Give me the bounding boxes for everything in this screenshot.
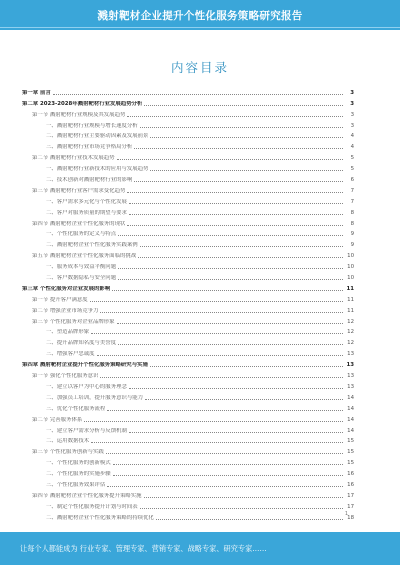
toc-leader-dots (113, 475, 343, 476)
toc-entry-title: 一、个性化服务的创新模式 (46, 460, 111, 467)
toc-entry-page: 14 (347, 416, 354, 423)
toc-entry-page: 11 (347, 307, 354, 314)
toc-leader-dots (127, 225, 343, 226)
toc-leader-dots (112, 290, 343, 291)
toc-leader-dots (150, 137, 343, 138)
toc-entry-page: 14 (347, 394, 354, 401)
toc-entry-page: 3 (350, 89, 354, 96)
toc-entry-page: 5 (350, 166, 354, 173)
header-divider (0, 27, 400, 28)
toc-entry-page: 12 (347, 329, 354, 336)
toc-entry[interactable] (22, 358, 354, 369)
toc-entry-title: 二、提升品牌知名度与美誉度 (46, 340, 117, 347)
toc-entry[interactable] (22, 336, 354, 347)
toc-entry[interactable] (22, 315, 354, 326)
toc-leader-dots (107, 410, 343, 411)
toc-leader-dots (138, 257, 343, 258)
toc-entry-page: 18 (347, 514, 354, 521)
toc-entry-page: 15 (347, 449, 354, 456)
toc-entry[interactable] (22, 140, 354, 151)
toc-list (22, 86, 354, 522)
toc-leader-dots (144, 497, 343, 498)
toc-entry-page: 8 (350, 220, 354, 227)
toc-leader-dots (91, 333, 343, 334)
toc-entry[interactable] (22, 282, 354, 293)
toc-entry-title: 第一节 溅射靶材行业规模及其发展趋势 (32, 111, 126, 118)
toc-entry-page: 16 (347, 471, 354, 478)
toc-entry[interactable] (22, 151, 354, 162)
toc-entry[interactable] (22, 391, 354, 402)
toc-entry[interactable] (22, 195, 354, 206)
toc-entry-title: 一、塑造品牌形象 (46, 329, 90, 336)
toc-entry[interactable] (22, 260, 354, 271)
toc-entry-title: 第二节 完善服务体系 (32, 416, 83, 423)
toc-leader-dots (118, 235, 343, 236)
toc-entry[interactable] (22, 162, 354, 173)
toc-entry[interactable] (22, 369, 354, 380)
toc-entry-page: 15 (347, 438, 354, 445)
toc-entry-title: 三、溅射靶材行业市场竞争格局分析 (46, 144, 133, 151)
toc-leader-dots (129, 388, 343, 389)
toc-entry-title: 第二节 溅射靶材行业技术发展趋势 (32, 155, 115, 162)
toc-entry-page: 3 (350, 100, 354, 107)
toc-entry-page: 17 (347, 503, 354, 510)
toc-leader-dots (127, 192, 343, 193)
toc-entry-title: 第三节 个性化服务创新与实践 (32, 449, 104, 456)
toc-entry-title: 一、服务成本与效益平衡问题 (46, 264, 117, 271)
toc-entry-title: 二、运用数据技术 (46, 438, 90, 445)
toc-entry-title: 第五节 溅射靶材企业个性化服务面临的挑战 (32, 253, 137, 260)
toc-entry[interactable] (22, 217, 354, 228)
toc-entry-title: 二、客户数据隐私与安全问题 (46, 275, 117, 282)
toc-entry[interactable] (22, 119, 354, 130)
toc-entry-title: 一、建立客户需求分析与反馈机制 (46, 427, 127, 434)
toc-leader-dots (100, 312, 343, 313)
toc-entry-page: 12 (347, 340, 354, 347)
toc-entry-title: 二、客户对服务质量的期望与要求 (46, 209, 127, 216)
toc-entry[interactable] (22, 380, 354, 391)
toc-entry-title: 二、溅射靶材企业个性化服务策略的持续优化 (46, 514, 154, 521)
toc-leader-dots (118, 268, 343, 269)
toc-leader-dots (84, 421, 343, 422)
toc-entry-title: 第四节 溅射靶材企业个性化服务提升策略实施 (32, 492, 142, 499)
toc-entry-page: 11 (346, 285, 354, 292)
toc-leader-dots (140, 246, 343, 247)
toc-entry-title: 一、溅射靶材行业规模与增长速度分析 (46, 122, 138, 129)
header-bar (0, 0, 400, 30)
toc-entry-page: 11 (347, 296, 354, 303)
footer-bar (0, 532, 400, 565)
toc-entry-title: 第三节 个性化服务对企业品牌形象 (32, 318, 115, 325)
toc-entry-page: 4 (350, 133, 354, 140)
toc-leader-dots (144, 105, 343, 106)
toc-entry-title: 第二节 增强企业市场竞争力 (32, 307, 99, 314)
toc-entry[interactable] (22, 478, 354, 489)
toc-entry[interactable] (22, 347, 354, 358)
toc-leader-dots (134, 181, 343, 182)
toc-entry-page: 15 (347, 460, 354, 467)
toc-entry-page: 14 (347, 405, 354, 412)
toc-entry[interactable] (22, 86, 354, 97)
toc-entry-page: 9 (350, 242, 354, 249)
toc-entry[interactable] (22, 184, 354, 195)
toc-entry-title: 二、技术创新对溅射靶材行业的影响 (46, 177, 133, 184)
toc-entry-title: 一、客户需求多元化与个性化发展 (46, 198, 127, 205)
toc-entry-page: 8 (350, 209, 354, 216)
toc-entry-title: 第四节 溅射靶材企业个性化服务的现状 (32, 220, 126, 227)
toc-entry-title: 第二章 2023-2028年溅射靶材行业发展趋势分析 (22, 100, 143, 107)
toc-entry[interactable] (22, 456, 354, 467)
toc-entry-page: 3 (350, 122, 354, 129)
toc-entry-title: 一、溅射靶材行业新技术的应用与发展趋势 (46, 166, 149, 173)
toc-leader-dots (118, 279, 343, 280)
toc-entry[interactable] (22, 326, 354, 337)
toc-entry[interactable] (22, 238, 354, 249)
toc-entry[interactable] (22, 97, 354, 108)
toc-leader-dots (107, 486, 343, 487)
toc-entry-page: 13 (346, 362, 354, 369)
toc-entry-title: 第四章 溅射靶材企业提升个性化服务策略研究与实施 (22, 362, 148, 369)
page-number: 1 (344, 511, 348, 517)
toc-entry-title: 二、溅射靶材企业个性化服务实践案例 (46, 242, 138, 249)
toc-entry-page: 9 (350, 231, 354, 238)
toc-entry-title: 三、优化个性化服务流程 (46, 405, 106, 412)
toc-entry[interactable] (22, 489, 354, 500)
toc-leader-dots (53, 94, 343, 95)
toc-title: 内容目录 (170, 60, 229, 75)
toc-entry-page: 10 (347, 275, 354, 282)
toc-entry[interactable] (22, 108, 354, 119)
toc-leader-dots (150, 366, 343, 367)
toc-entry-page: 4 (350, 144, 354, 151)
toc-leader-dots (113, 464, 343, 465)
report-title: 溅射靶材企业提升个性化服务策略研究报告 (97, 10, 303, 22)
toc-entry-title: 三、个性化服务效果评估 (46, 481, 106, 488)
toc-entry-page: 13 (347, 383, 354, 390)
toc-entry-page: 10 (347, 253, 354, 260)
toc-leader-dots (134, 148, 343, 149)
toc-leader-dots (129, 214, 343, 215)
toc-entry-title: 第一章 前言 (22, 89, 51, 96)
toc-entry-title: 第三节 溅射靶材行业客户需求变化趋势 (32, 187, 126, 194)
toc-leader-dots (106, 453, 343, 454)
toc-entry-title: 第一节 提升客户满意度 (32, 296, 88, 303)
toc-entry[interactable] (22, 173, 354, 184)
toc-entry[interactable] (22, 293, 354, 304)
toc-entry[interactable] (22, 424, 354, 435)
toc-entry-title: 第一节 强化个性化服务意识 (32, 373, 99, 380)
toc-entry[interactable] (22, 500, 354, 511)
toc-entry-title: 二、溅射靶材行业主要驱动因素及发展前景 (46, 133, 149, 140)
toc-entry[interactable] (22, 435, 354, 446)
toc-leader-dots (156, 519, 343, 520)
toc-entry-page: 5 (350, 155, 354, 162)
toc-entry[interactable] (22, 130, 354, 141)
toc-entry-title: 二、加强员工培训，提升服务意识与能力 (46, 394, 144, 401)
toc-entry-page: 10 (347, 264, 354, 271)
toc-leader-dots (100, 377, 343, 378)
toc-entry[interactable] (22, 413, 354, 424)
toc-entry[interactable] (22, 271, 354, 282)
toc-entry-title: 三、增强客户忠诚度 (46, 351, 95, 358)
toc-entry[interactable] (22, 511, 354, 522)
toc-entry-title: 一、个性化服务的定义与特点 (46, 231, 117, 238)
toc-leader-dots (145, 399, 343, 400)
toc-leader-dots (150, 170, 343, 171)
toc-entry[interactable] (22, 228, 354, 239)
toc-entry-title: 二、个性化服务的实施步骤 (46, 471, 111, 478)
toc-entry[interactable] (22, 467, 354, 478)
toc-leader-dots (129, 203, 343, 204)
toc-entry-title: 一、建立以客户为中心的服务理念 (46, 383, 127, 390)
toc-entry[interactable] (22, 249, 354, 260)
footer-slogan: 让每个人都能成为 行业专家、管理专家、营销专家、战略专家、研究专家…… (20, 544, 267, 553)
toc-leader-dots (127, 116, 343, 117)
toc-leader-dots (117, 159, 343, 160)
toc-entry-page: 16 (347, 481, 354, 488)
toc-entry-page: 6 (350, 177, 354, 184)
toc-entry-page: 7 (350, 187, 354, 194)
toc-entry-page: 17 (347, 492, 354, 499)
toc-leader-dots (129, 432, 343, 433)
toc-entry-page: 7 (350, 198, 354, 205)
toc-entry[interactable] (22, 445, 354, 456)
toc-entry-title: 一、制定个性化服务提升计划与时间表 (46, 503, 138, 510)
toc-entry-page: 14 (347, 427, 354, 434)
toc-entry-page: 13 (347, 351, 354, 358)
toc-entry-page: 3 (350, 111, 354, 118)
toc-entry-page: 12 (347, 318, 354, 325)
toc-leader-dots (97, 355, 343, 356)
toc-leader-dots (90, 301, 343, 302)
toc-leader-dots (91, 442, 343, 443)
toc-entry-title: 第三章 个性化服务对企业发展的影响 (22, 285, 111, 292)
toc-entry[interactable] (22, 304, 354, 315)
toc-entry[interactable] (22, 206, 354, 217)
toc-entry[interactable] (22, 402, 354, 413)
toc-leader-dots (140, 127, 343, 128)
toc-leader-dots (118, 344, 343, 345)
toc-leader-dots (140, 508, 343, 509)
toc-leader-dots (117, 323, 343, 324)
toc-entry-page: 13 (347, 373, 354, 380)
